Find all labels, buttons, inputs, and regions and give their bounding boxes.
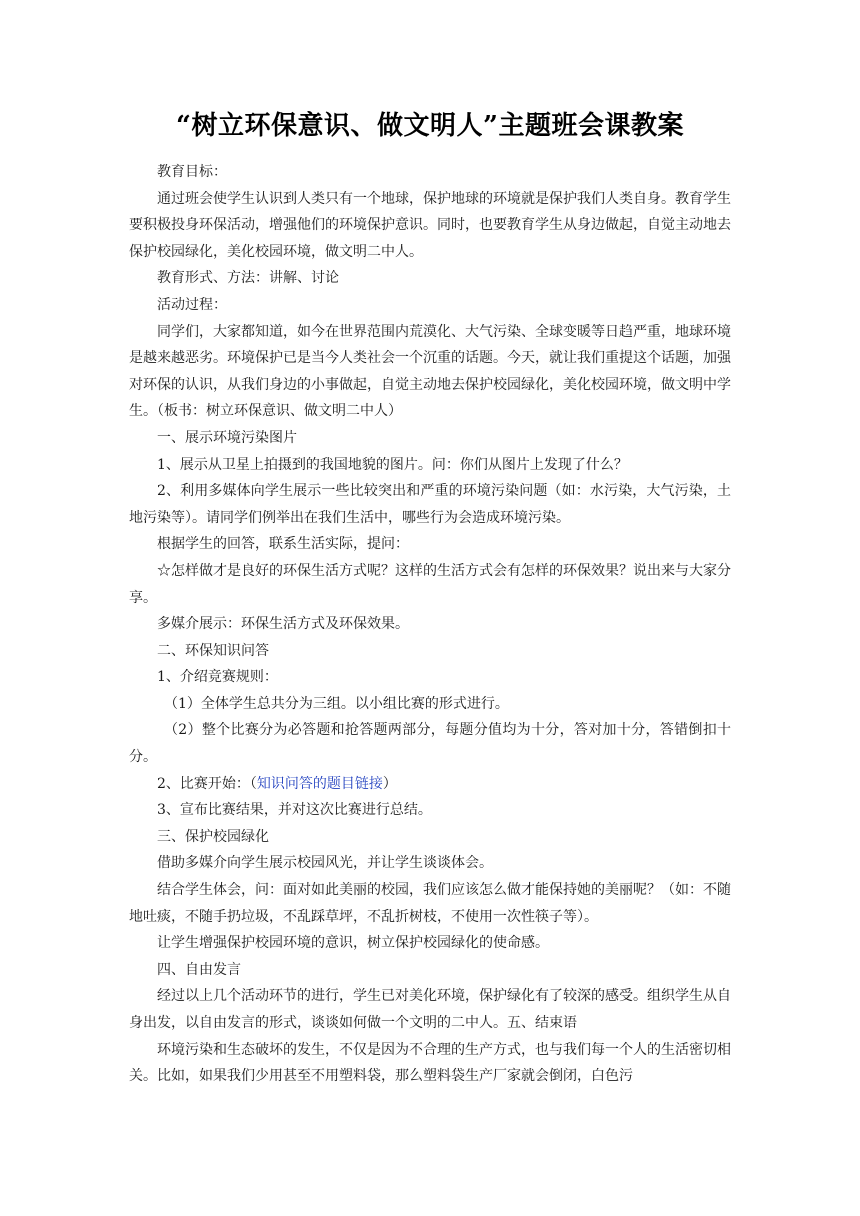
paragraph-2-1-a: （1）全体学生总共分为三组。以小组比赛的形式进行。 — [164, 695, 509, 712]
paragraph-goals: 通过班会使学生认识到人类只有一个地球，保护地球的环境就是保护我们人类自身。教育学生要积极投身环保活动，增强他们的环境保护意识。同时，也要教育学生从身边做起，自觉主动地去保护校园绿化，美化校园环境，做文明二中人。 — [129, 190, 731, 260]
paragraph-intro: 同学们，大家都知道，如今在世界范围内荒漠化、大气污染、全球变暖等日趋严重，地球环境是越来越恶劣。环境保护已是当今人类社会一个沉重的话题。今天，就让我们重提这个话题，加强对环保的认识，从我们身边的小事做起，自觉主动地去保护校园绿化，美化校园环境，做文明中学生。（板书：树立环保意识、做文明二中人） — [129, 323, 731, 420]
paragraph-1-5: 多媒介展示：环保生活方式及环保效果。 — [157, 616, 409, 633]
section-heading-goals: 教育目标： — [157, 164, 227, 180]
paragraph-1-2: 2、利用多媒体向学生展示一些比较突出和严重的环境污染问题（如：水污染，大气污染，土地污染等）。请同学们例举出在我们生活中，哪些行为会造成环境污染。 — [129, 483, 731, 526]
document-body — [129, 159, 731, 1090]
section-heading-2: 二、环保知识问答 — [157, 642, 269, 659]
section-heading-4: 四、自由发言 — [157, 961, 241, 978]
quiz-questions-link[interactable]: 知识问答的题目链接 — [256, 775, 383, 792]
section-heading-process: 活动过程： — [157, 296, 227, 313]
paragraph-1-4: ☆怎样做才是良好的环保生活方式呢？这样的生活方式会有怎样的环保效果？说出来与大家分享。 — [129, 562, 731, 606]
document-title: “树立环保意识、做文明人”主题班会课教案 — [176, 111, 684, 141]
paragraph-3-1: 借助多媒介向学生展示校园风光，并让学生谈谈体会。 — [157, 855, 493, 872]
paragraph-2-3: 3、宣布比赛结果，并对这次比赛进行总结。 — [157, 802, 432, 819]
paragraph-2-2-suffix: ） — [382, 775, 397, 792]
paragraph-3-2: 结合学生体会，问：面对如此美丽的校园，我们应该怎么做才能保持她的美丽呢？（如：不随地吐痰，不随手扔垃圾，不乱踩草坪，不乱折树枝，不使用一次性筷子等）。 — [129, 882, 731, 925]
paragraph-1-3: 根据学生的回答，联系生活实际，提问： — [157, 536, 409, 553]
paragraph-2-2 — [129, 771, 731, 798]
section-heading-1: 一、展示环境污染图片 — [157, 429, 297, 446]
paragraph-2-2-prefix: 2、比赛开始：（ — [157, 775, 257, 792]
paragraph-methods: 教育形式、方法：讲解、讨论 — [157, 270, 339, 287]
paragraph-1-1: 1、展示从卫星上拍摄到的我国地貌的图片。问：你们从图片上发现了什么？ — [157, 456, 628, 473]
paragraph-5-1: 环境污染和生态破坏的发生，不仅是因为不合理的生产方式，也与我们每一个人的生活密切相关。比如，如果我们少用甚至不用塑料袋，那么塑料袋生产厂家就会倒闭，白色污 — [129, 1041, 731, 1085]
paragraph-2-1-b: （2）整个比赛分为必答题和抢答题两部分，每题分值均为十分，答对加十分，答错倒扣十分。 — [129, 722, 731, 766]
section-heading-3: 三、保护校园绿化 — [157, 828, 269, 845]
paragraph-2-1: 1、介绍竞赛规则： — [157, 669, 278, 686]
paragraph-3-3: 让学生增强保护校园环境的意识，树立保护校园绿化的使命感。 — [157, 935, 549, 952]
paragraph-4-1: 经过以上几个活动环节的进行，学生已对美化环境，保护绿化有了较深的感受。组织学生从自身出发，以自由发言的形式，谈谈如何做一个文明的二中人。五、结束语 — [129, 988, 731, 1031]
